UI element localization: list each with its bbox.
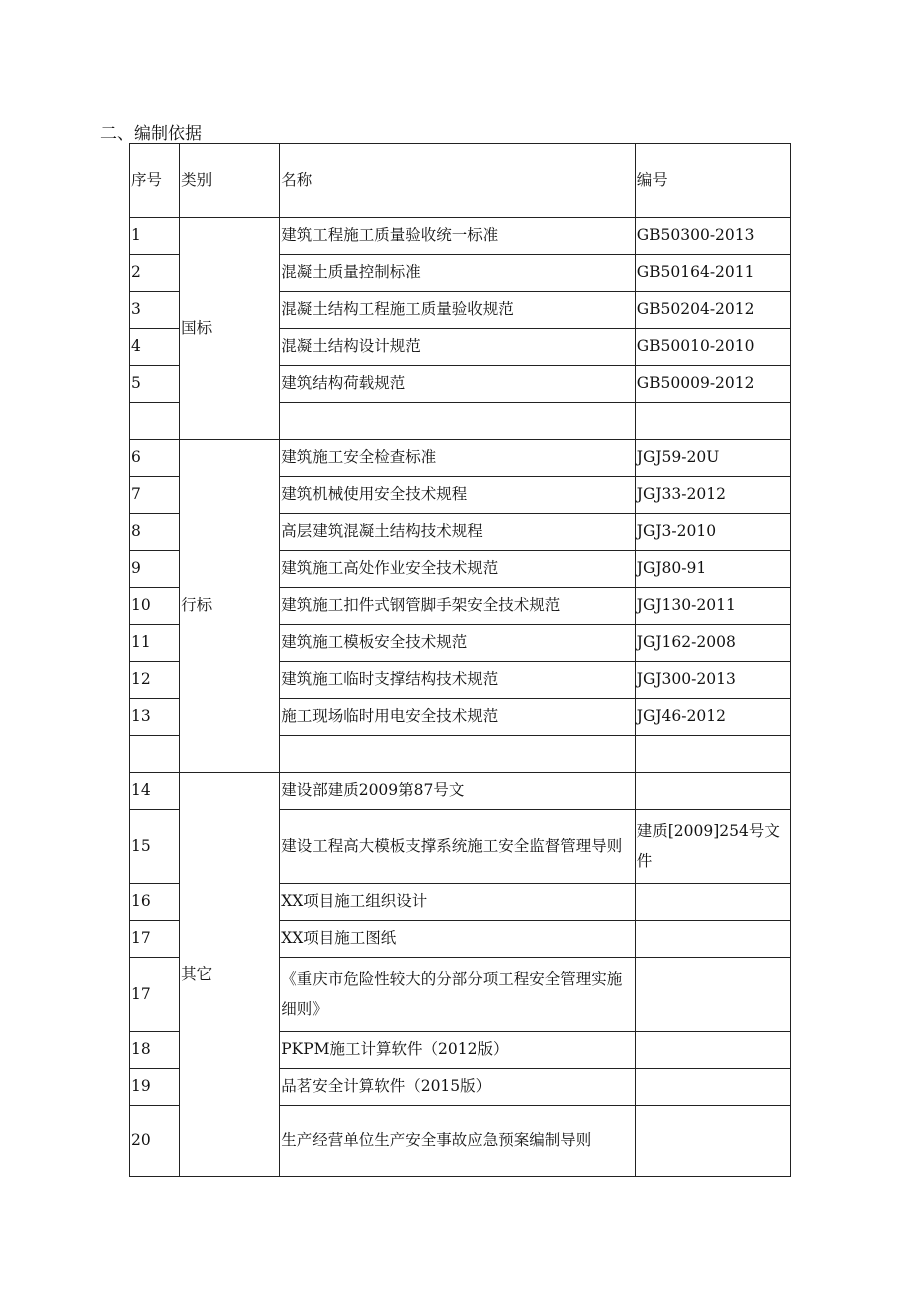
header-name: 名称 (280, 144, 636, 218)
row-code: GB50009-2012 (635, 366, 790, 403)
row-code (635, 1106, 790, 1177)
row-no: 8 (130, 514, 180, 551)
row-name: 建筑施工高处作业安全技术规范 (280, 551, 636, 588)
row-no: 7 (130, 477, 180, 514)
row-code: JGJ46-2012 (635, 699, 790, 736)
category-cell: 行标 (180, 440, 280, 773)
row-no: 2 (130, 255, 180, 292)
row-code (635, 958, 790, 1032)
header-category: 类别 (180, 144, 280, 218)
category-cell: 其它 (180, 773, 280, 1177)
row-code: GB50300-2013 (635, 218, 790, 255)
category-cell: 国标 (180, 218, 280, 440)
row-no: 9 (130, 551, 180, 588)
row-code (635, 773, 790, 810)
row-no: 17 (130, 958, 180, 1032)
header-code: 编号 (635, 144, 790, 218)
row-name: 生产经营单位生产安全事故应急预案编制导则 (280, 1106, 636, 1177)
row-code: GB50204-2012 (635, 292, 790, 329)
row-name: 品茗安全计算软件（2015版） (280, 1069, 636, 1106)
row-name: 建筑施工模板安全技术规范 (280, 625, 636, 662)
row-code: JGJ3-2010 (635, 514, 790, 551)
row-no: 10 (130, 588, 180, 625)
row-code (635, 1069, 790, 1106)
row-code: JGJ80-91 (635, 551, 790, 588)
header-row (130, 144, 791, 218)
section-heading: 二、编制依据 (100, 124, 202, 144)
row-name: 建设工程高大模板支撑系统施工安全监督管理导则 (280, 810, 636, 884)
row-name: 建筑工程施工质量验收统一标准 (280, 218, 636, 255)
row-no: 20 (130, 1106, 180, 1177)
row-name: 混凝土结构设计规范 (280, 329, 636, 366)
row-name: 建筑施工临时支撑结构技术规范 (280, 662, 636, 699)
table-row (130, 218, 791, 255)
row-name: 《重庆市危险性较大的分部分项工程安全管理实施细则》 (280, 958, 636, 1032)
row-code: JGJ300-2013 (635, 662, 790, 699)
row-name: 建设部建质2009第87号文 (280, 773, 636, 810)
row-name: 建筑施工扣件式钢管脚手架安全技术规范 (280, 588, 636, 625)
row-no: 6 (130, 440, 180, 477)
row-no: 11 (130, 625, 180, 662)
row-code: JGJ33-2012 (635, 477, 790, 514)
row-name: XX项目施工图纸 (280, 921, 636, 958)
row-code: JGJ162-2008 (635, 625, 790, 662)
row-no: 14 (130, 773, 180, 810)
row-no: 4 (130, 329, 180, 366)
row-code: JGJ130-2011 (635, 588, 790, 625)
row-no: 15 (130, 810, 180, 884)
row-no: 1 (130, 218, 180, 255)
row-code: GB50164-2011 (635, 255, 790, 292)
row-name: XX项目施工组织设计 (280, 884, 636, 921)
row-name: PKPM施工计算软件（2012版） (280, 1032, 636, 1069)
row-name: 建筑施工安全检查标准 (280, 440, 636, 477)
row-name: 施工现场临时用电安全技术规范 (280, 699, 636, 736)
row-name: 高层建筑混凝土结构技术规程 (280, 514, 636, 551)
row-no: 18 (130, 1032, 180, 1069)
row-no: 3 (130, 292, 180, 329)
row-no: 19 (130, 1069, 180, 1106)
row-name: 建筑机械使用安全技术规程 (280, 477, 636, 514)
row-no: 16 (130, 884, 180, 921)
row-name: 建筑结构荷载规范 (280, 366, 636, 403)
row-name: 混凝土结构工程施工质量验收规范 (280, 292, 636, 329)
row-code: JGJ59-20U (635, 440, 790, 477)
table-row (130, 440, 791, 477)
row-code: 建质[2009]254号文件 (635, 810, 790, 884)
row-no: 5 (130, 366, 180, 403)
table-row (130, 773, 791, 810)
row-code: GB50010-2010 (635, 329, 790, 366)
row-code (635, 1032, 790, 1069)
row-no: 17 (130, 921, 180, 958)
header-seq: 序号 (130, 144, 180, 218)
row-code (635, 884, 790, 921)
row-code (635, 921, 790, 958)
row-name: 混凝土质量控制标准 (280, 255, 636, 292)
row-no: 13 (130, 699, 180, 736)
basis-table (129, 143, 791, 1177)
row-no: 12 (130, 662, 180, 699)
